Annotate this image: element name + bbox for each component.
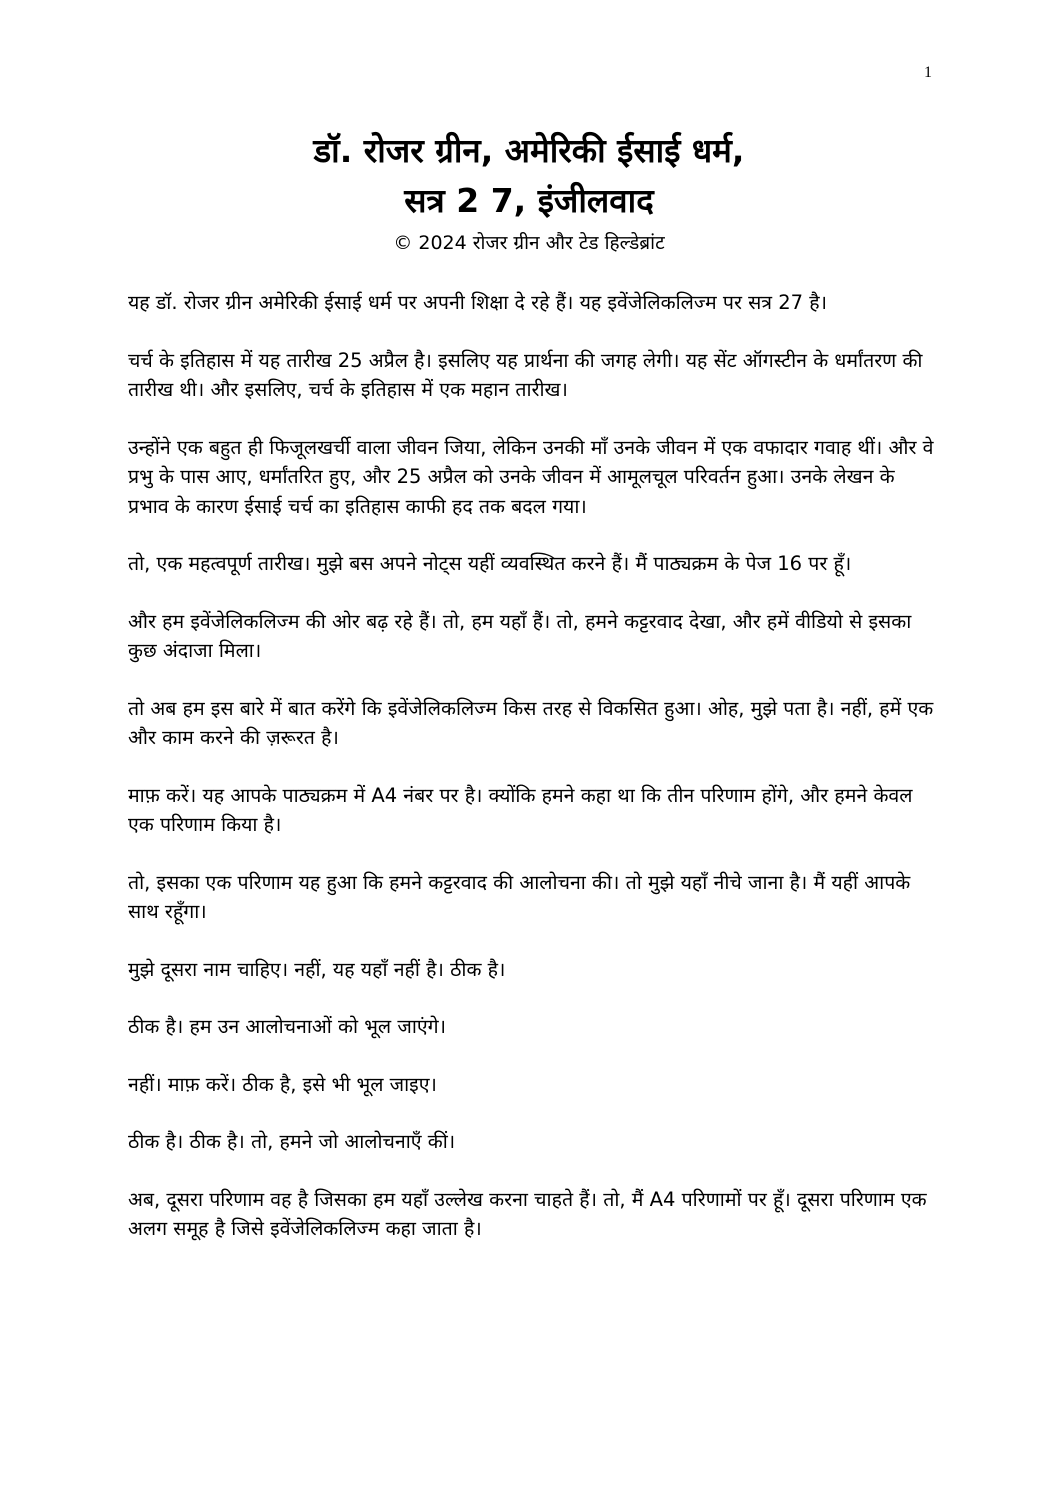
paragraph: ठीक है। ठीक है। तो, हमने जो आलोचनाएँ कीं।	[128, 1130, 456, 1153]
paragraph: चर्च के इतिहास में यह तारीख 25 अप्रैल है। इसलिए यह प्रार्थना की जगह लेगी। यह सेंट ऑगस्टीन के धर्मांतरण की तारीख थी। और इसलिए, चर्च के इतिहास में एक महान तारीख।	[128, 348, 923, 401]
paragraph: उन्होंने एक बहुत ही फिजूलखर्ची वाला जीवन जिया, लेकिन उनकी माँ उनके जीवन में एक वफादार गवाह थीं। और वे प्रभु के पास आए, धर्मांतरित हुए, और 25 अप्रैल को उनके जीवन में आमूलचूल परिवर्तन हुआ। उनके लेखन के प्रभाव के कारण ईसाई चर्च का इतिहास काफी हद तक बदल गया।	[128, 435, 934, 518]
title-block	[120, 126, 938, 258]
paragraph: तो अब हम इस बारे में बात करेंगे कि इवेंजेलिकलिज्म किस तरह से विकसित हुआ। ओह, मुझे पता है। नहीं, हमें एक और काम करने की ज़रूरत है।	[128, 696, 934, 749]
paragraph: माफ़ करें। यह आपके पाठ्यक्रम में A4 नंबर पर है। क्योंकि हमने कहा था कि तीन परिणाम होंगे, और हमने केवल एक परिणाम किया है।	[128, 783, 913, 836]
transcript-body	[128, 288, 936, 1272]
copyright-notice: © 2024 रोजर ग्रीन और टेड हिल्डेब्रांट	[393, 232, 665, 254]
paragraph: यह डॉ. रोजर ग्रीन अमेरिकी ईसाई धर्म पर अपनी शिक्षा दे रहे हैं। यह इवेंजेलिकलिज्म पर सत्र 27 है।	[128, 291, 828, 314]
paragraph: नहीं। माफ़ करें। ठीक है, इसे भी भूल जाइए।	[128, 1072, 437, 1096]
paragraph: अब, दूसरा परिणाम वह है जिसका हम यहाँ उल्लेख करना चाहते हैं। तो, मैं A4 परिणामों पर हूँ। दूसरा परिणाम एक अलग समूह है जिसे इवेंजेलिकलिज्म कहा जाता है।	[128, 1187, 927, 1240]
title-line-1: डॉ. रोजर ग्रीन, अमेरिकी ईसाई धर्म,	[313, 131, 745, 170]
paragraph: तो, इसका एक परिणाम यह हुआ कि हमने कट्टरवाद की आलोचना की। तो मुझे यहाँ नीचे जाना है। मैं यहीं आपके साथ रहूँगा।	[128, 870, 911, 923]
paragraph: और हम इवेंजेलिकलिज्म की ओर बढ़ रहे हैं। तो, हम यहाँ हैं। तो, हमने कट्टरवाद देखा, और हमें वीडियो से इसका कुछ अंदाजा मिला।	[128, 609, 912, 662]
page-number: 1	[924, 64, 932, 81]
document-title	[120, 126, 938, 226]
paragraph: ठीक है। हम उन आलोचनाओं को भूल जाएंगे।	[128, 1015, 447, 1038]
title-line-2: सत्र 2 7, इंजीलवाद	[404, 181, 654, 220]
paragraph: तो, एक महत्वपूर्ण तारीख। मुझे बस अपने नोट्स यहीं व्यवस्थित करने हैं। मैं पाठ्यक्रम के पेज 16 पर हूँ।	[128, 552, 852, 575]
paragraph: मुझे दूसरा नाम चाहिए। नहीं, यह यहाँ नहीं है। ठीक है।	[128, 957, 506, 981]
